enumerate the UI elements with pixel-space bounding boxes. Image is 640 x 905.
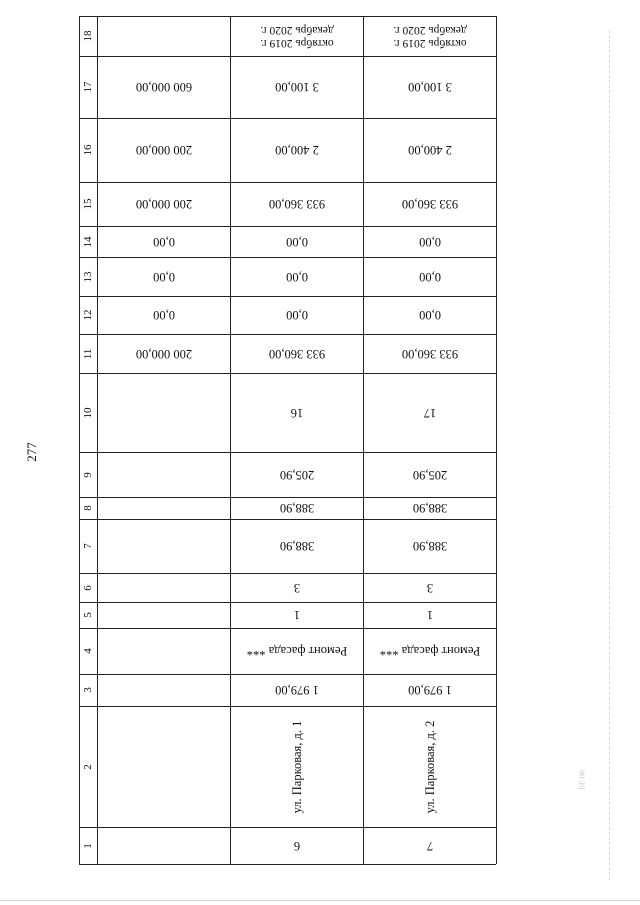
table-row-line [79, 573, 496, 574]
table-row-line [79, 628, 496, 629]
table-row-line [79, 118, 496, 119]
table-row-line [79, 864, 496, 865]
table-row-line [79, 16, 496, 17]
table-row-line [79, 56, 496, 57]
table-row-line [79, 226, 496, 227]
table-row-line [79, 296, 496, 297]
table-column-line [230, 16, 231, 864]
table-row-line [79, 257, 496, 258]
table-row-line [79, 452, 496, 453]
table-row-line [79, 519, 496, 520]
table-row-line [79, 706, 496, 707]
table-row-line [79, 497, 496, 498]
table-column-line [97, 16, 98, 864]
table-row-line [79, 602, 496, 603]
table-row-line [79, 827, 496, 828]
table-column-line [79, 16, 80, 864]
table-row-line [79, 373, 496, 374]
table-row-line [79, 334, 496, 335]
table-column-line [363, 16, 364, 864]
table-row-line [79, 182, 496, 183]
table-column-line [496, 16, 497, 864]
table-row-line [79, 674, 496, 675]
rotated-data-table: 1 6 7 2 ул. Парковая, д. 1 ул. Парковая, д. 2 3 1 979,00 1 979,00 4 Ремонт фасада *** Ремонт фасада *** 5 1 1 6 3 3 7 388,90 388,90 8 388,90 388,90 9 205,90 205,90 10 16 17 11 200 000,00 933 360,00 933 360,00 12 0,00 0,00 0,00 13 0,00 0,00 0,00 14 0,00 0,00 0,00 15 200 000,00 933 360,00 933 360,00 16 200 000,00 2 400,00 2 400,00 17 600 000,00 3 100,00 3 100,00 18 октябрь 2019 г. декабрь 2020 г. октябрь 2019 г. декабрь 2020 г. [0, 0, 640, 905]
